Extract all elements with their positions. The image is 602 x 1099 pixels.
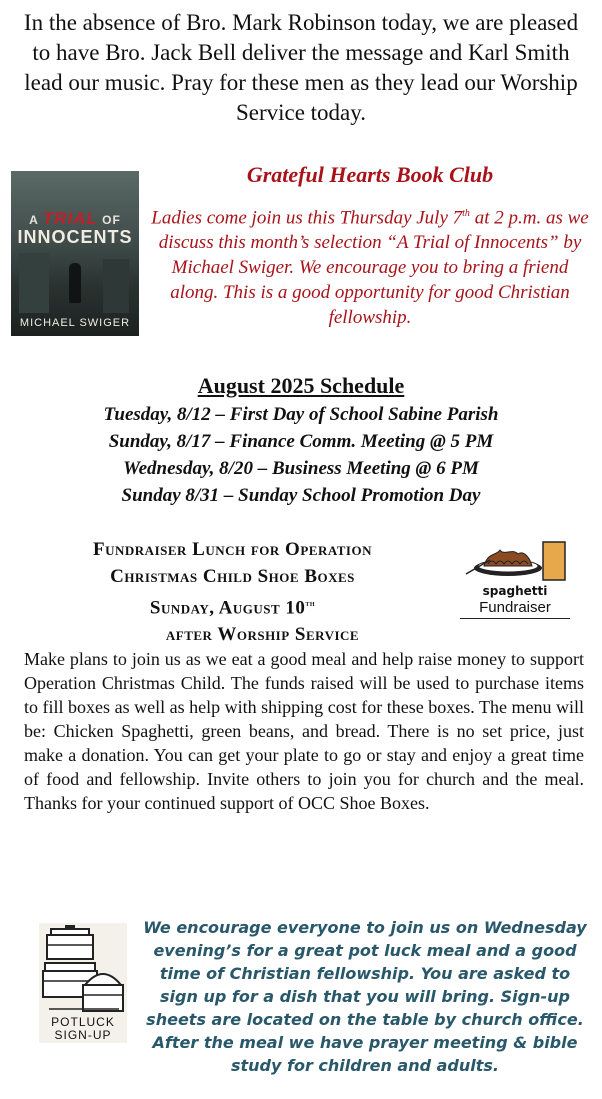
cover-title-trial: TRIAL [42,209,98,228]
cover-title-top [11,209,139,229]
fundraiser-title [20,536,445,648]
spaghetti-fundraiser-graphic [460,538,570,624]
potluck-label: POTLUCK [51,1015,115,1029]
book-cover-image [11,171,139,336]
book-club-body-pre: Ladies come join us this Thursday July 7 [151,207,463,229]
book-club-body [150,201,590,330]
book-club-body-post: at 2 p.m. as we discuss this month’s selection “A Trial of Innocents” by Michael Swiger. We encourage you to bring a friend along. This is a good opportunity for good Christian fellowship. [158,207,589,329]
cover-building [19,253,49,313]
fundraiser-date-sup: th [305,598,316,608]
fundraiser-title-line: Christmas Child Shoe Boxes [110,566,355,587]
cover-author: MICHAEL SWIGER [19,317,131,329]
fundraiser-body: Make plans to join us as we eat a good meal and help raise money to support Operation Christmas Child. The funds raised will be used to purchase items to fill boxes as well as help with shipping cost for these boxes. The menu will be: Chicken Spaghetti, green beans, and bread. There is no set price, just make a donation. You can get your plate to go or stay and enjoy a great time of food and fellowship. Invite others to join you for church and the meal. Thanks for your continued support of OCC Shoe Boxes. [24,649,584,813]
schedule-item: Wednesday, 8/20 – Business Meeting @ 6 PM [123,458,479,479]
cover-title-a: A [29,213,39,227]
cover-figure [69,263,81,303]
schedule-item: Sunday, 8/17 – Finance Comm. Meeting @ 5 PM [108,431,494,452]
fundraiser-title-line: Fundraiser Lunch for Operation [93,539,372,560]
spaghetti-label: spaghetti [482,584,548,598]
book-club-body-sup: th [462,208,470,219]
schedule-title: August 2025 Schedule [197,373,405,398]
potluck-signup-graphic [39,923,127,1043]
schedule-item: Sunday 8/31 – Sunday School Promotion Day [121,485,481,506]
fundraiser-title-line [20,590,445,621]
book-club-title: Grateful Hearts Book Club [246,162,494,187]
signup-label: SIGN-UP [54,1028,112,1042]
fundraiser-title-line: after Worship Service [165,624,360,646]
potluck-body: We encourage everyone to join us on Wednesday evening’s for a great pot luck meal and a good time of Christian fellowship. You are asked to sign up for a dish that you will bring. Sign-up sheets are located on the table by church office. After the meal we have prayer meeting & bible study for children and adults. [143,918,587,1075]
intro-paragraph: In the absence of Bro. Mark Robinson today, we are pleased to have Bro. Jack Bell deliver the message and Karl Smith lead our music. Pray for these men as they lead our Worship Service today. [23,10,579,125]
spaghetti-plate-icon [460,538,570,586]
fundraiser-date: Sunday, August 10 [149,597,306,619]
cover-title-main: INNOCENTS [17,227,133,247]
fundraiser-label: Fundraiser [460,599,570,619]
cover-title-of: OF [102,213,121,227]
cover-building [103,259,129,313]
schedule-item: Tuesday, 8/12 – First Day of School Sabine Parish [103,404,499,425]
schedule-list [0,401,602,509]
